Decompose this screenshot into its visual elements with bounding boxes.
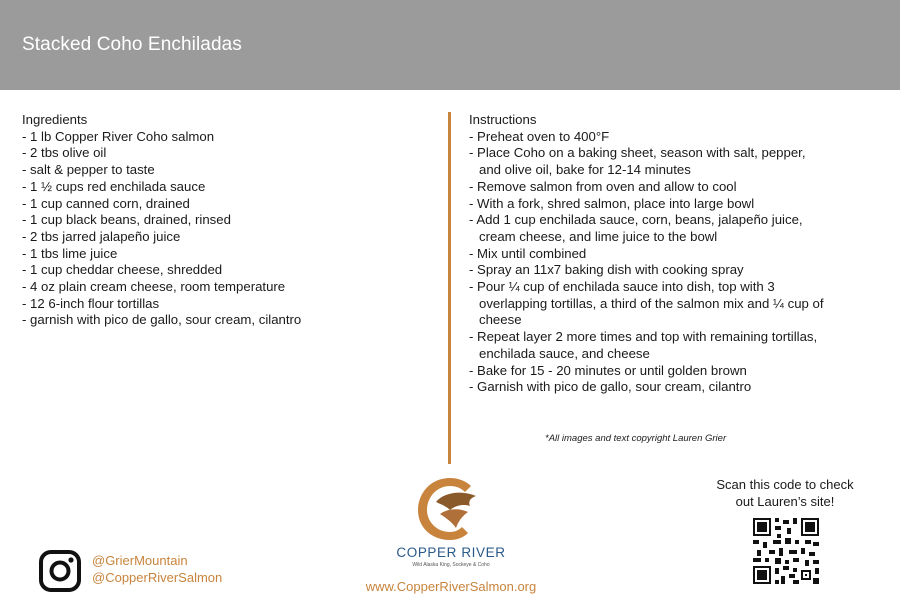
ingredient-item: - 1 cup cheddar cheese, shredded [22,262,223,278]
instruction-step: - Garnish with pico de gallo, sour cream, cilantro [469,379,752,395]
instruction-step: - Pour ¼ cup of enchilada sauce into dish, top with 3 overlapping tortillas, a third of the salmon mix and ¼ cup of cheese [469,279,824,328]
qr-caption-line: Scan this code to check [716,477,854,492]
instructions-section [469,112,829,396]
copyright-note: *All images and text copyright Lauren Grier [545,433,727,444]
instruction-step: - Preheat oven to 400°F [469,128,610,144]
instruction-step: - Place Coho on a baking sheet, season with salt, pepper, and olive oil, bake for 12-14 minutes [469,145,806,178]
salmon-logo-icon [410,472,490,544]
column-divider [448,112,451,464]
ingredient-item: - 1 tbs lime juice [22,245,118,261]
page-title: Stacked Coho Enchiladas [22,34,242,55]
instagram-handle[interactable]: @GrierMountain [92,553,188,568]
qr-caption [700,477,870,510]
instruction-step: - Remove salmon from oven and allow to cool [469,178,737,194]
qr-caption-line: out Lauren’s site! [735,493,835,509]
ingredient-item: - 1 lb Copper River Coho salmon [22,128,215,144]
instruction-step: - Repeat layer 2 more times and top with remaining tortillas, enchilada sauce, and cheese [469,329,818,361]
website-link[interactable]: www.CopperRiverSalmon.org [365,579,537,594]
ingredients-heading: Ingredients [22,112,88,127]
instruction-step: - Bake for 15 - 20 minutes or until golden brown [469,362,747,378]
instructions-list [469,129,829,396]
instruction-step: - Add 1 cup enchilada sauce, corn, beans, jalapeño juice, cream cheese, and lime juice to the bowl [469,212,803,244]
instagram-icon[interactable] [38,549,82,593]
ingredient-item: - garnish with pico de gallo, sour cream, cilantro [22,312,302,328]
ingredient-item: - 1 cup black beans, drained, rinsed [22,212,231,228]
qr-code-icon[interactable] [753,518,819,584]
ingredient-item: - salt & pepper to taste [22,162,155,178]
ingredient-item: - 4 oz plain cream cheese, room temperature [22,279,286,295]
social-handles [92,553,222,586]
ingredient-item: - 1 cup canned corn, drained [22,195,190,211]
ingredient-item: - 1 ½ cups red enchilada sauce [22,178,206,194]
ingredient-item: - 2 tbs olive oil [22,145,107,161]
instruction-step: - Spray an 11x7 baking dish with cooking spray [469,262,744,278]
ingredients-list [22,129,422,329]
brand-name: COPPER RIVER [396,545,506,560]
header-bar [0,0,900,90]
ingredient-item: - 2 tbs jarred jalapeño juice [22,228,181,244]
ingredient-item: - 12 6-inch flour tortillas [22,295,160,311]
instruction-step: - With a fork, shred salmon, place into large bowl [469,195,755,211]
brand-tagline: Wild Alaska King, Sockeye & Coho [412,562,490,568]
instruction-step: - Mix until combined [469,245,587,261]
instagram-handle[interactable]: @CopperRiverSalmon [92,569,223,585]
instructions-heading: Instructions [469,112,537,127]
ingredients-section [22,112,422,329]
